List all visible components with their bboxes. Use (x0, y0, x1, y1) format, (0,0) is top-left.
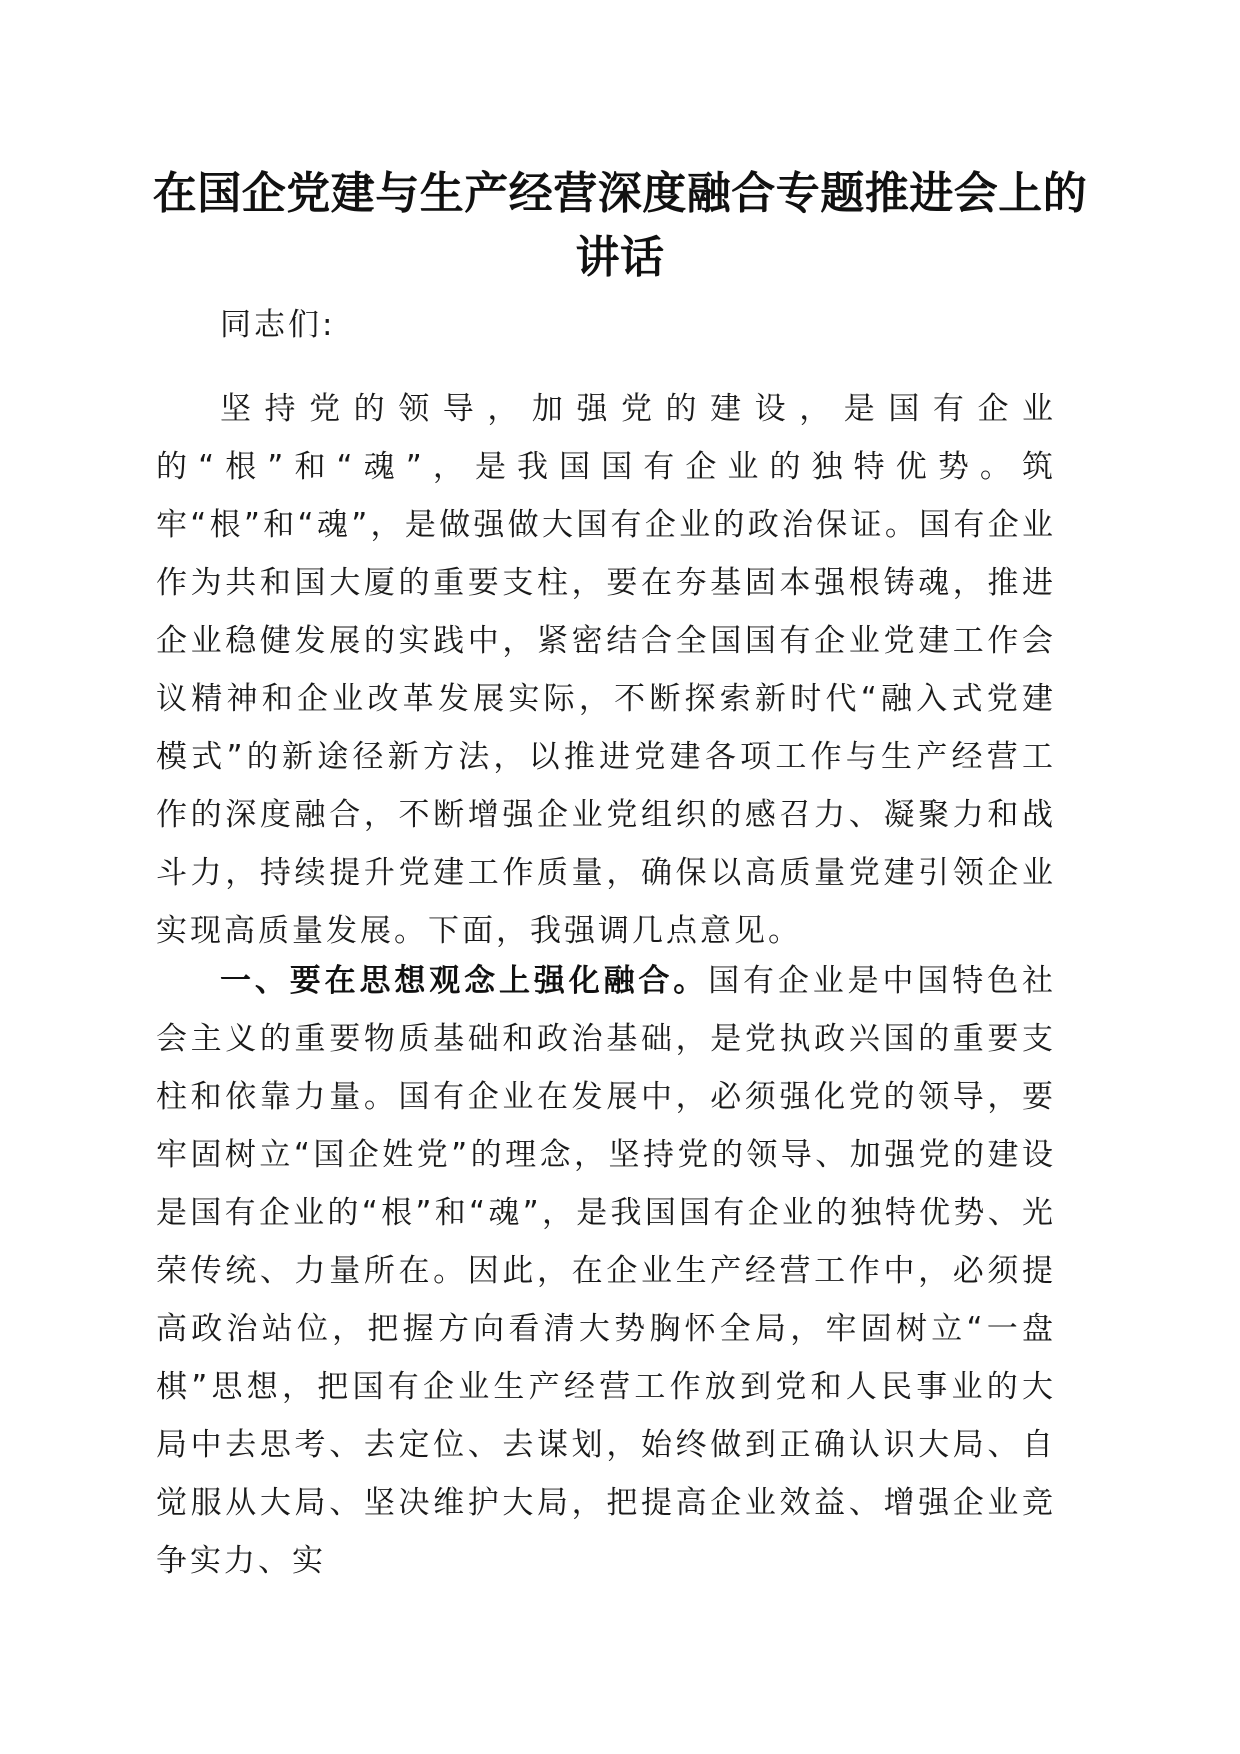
document-title: 在国企党建与生产经营深度融合专题推进会上的讲话 (152, 168, 1088, 283)
section-body: 国有企业是中国特色社会主义的重要物质基础和政治基础，是党执政兴国的重要支柱和依靠力量。国有企业在发展中，必须强化党的领导，要牢固树立“国企姓党”的理念，坚持党的领导、加强党的建设是国有企业的“根”和“魂”，是我国国有企业的独特优势、光荣传统、力量所在。因此，在企业生产经营工作中，必须提高政治站位，把握方向看清大势胸怀全局，牢固树立“一盘棋”思想，把国有企业生产经营工作放到党和人民事业的大局中去思考、去定位、去谋划，始终做到正确认识大局、自觉服从大局、坚决维护大局，把提高企业效益、增强企业竞争实力、实 (156, 963, 1057, 1579)
salutation: 同志们: (220, 307, 336, 343)
paragraph-intro: 坚持党的领导，加强党的建设，是国有企业的“根”和“魂”，是我国国有企业的独特优势。筑牢“根”和“魂”，是做强做大国有企业的政治保证。国有企业作为共和国大厦的重要支柱，要在夯基固本强根铸魂，推进企业稳健发展的实践中，紧密结合全国国有企业党建工作会议精神和企业改革发展实际，不断探索新时代“融入式党建模式”的新途径新方法，以推进党建各项工作与生产经营工作的深度融合，不断增强企业党组织的感召力、凝聚力和战斗力，持续提升党建工作质量，确保以高质量党建引领企业实现高质量发展。下面，我强调几点意见。 (156, 391, 1056, 949)
paragraph-section-one (156, 952, 1056, 1590)
section-heading: 一、要在思想观念上强化融合。 (220, 963, 709, 999)
